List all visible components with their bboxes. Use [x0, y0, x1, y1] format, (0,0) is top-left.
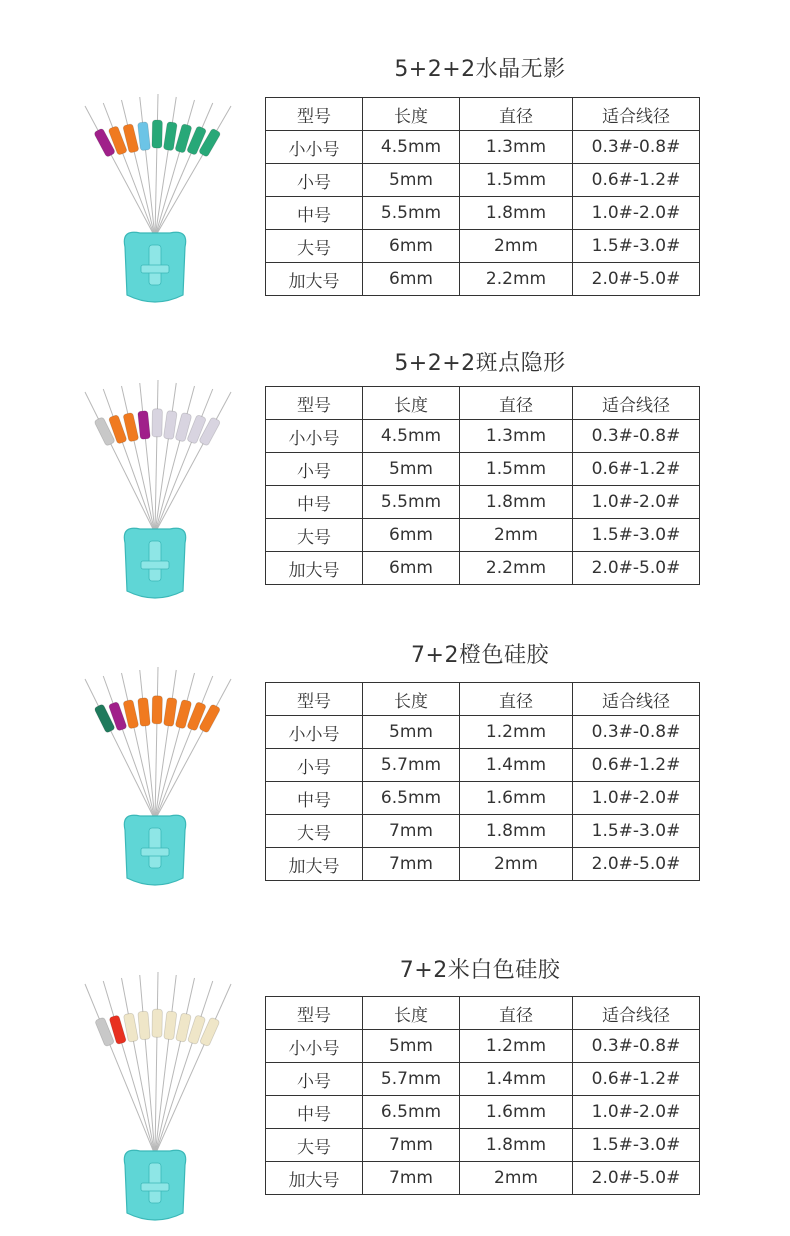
wire-line [155, 103, 213, 237]
table-cell: 0.3#-0.8# [573, 716, 700, 749]
table-cell: 加大号 [266, 848, 363, 881]
table-row [266, 749, 700, 782]
table-cell: 1.4mm [460, 1063, 573, 1096]
table-cell: 1.5mm [460, 164, 573, 197]
table-row [266, 1096, 700, 1129]
table-cell: 7mm [363, 1129, 460, 1162]
header-cell: 直径 [460, 683, 573, 716]
header-cell: 适合线径 [573, 997, 700, 1030]
table-header-row [266, 683, 700, 716]
table-row [266, 716, 700, 749]
table-cell: 2mm [460, 848, 573, 881]
table-cell: 1.6mm [460, 782, 573, 815]
wire-line [155, 667, 158, 820]
table-cell: 1.8mm [460, 486, 573, 519]
table-cell: 2.2mm [460, 552, 573, 585]
header-cell: 直径 [460, 98, 573, 131]
table-cell: 1.8mm [460, 815, 573, 848]
table-cell: 2.2mm [460, 263, 573, 296]
section-title: 7+2橙色硅胶 [411, 643, 549, 668]
wire-line [155, 97, 176, 237]
table-cell: 0.3#-0.8# [573, 1030, 700, 1063]
table-cell: 4.5mm [363, 131, 460, 164]
float-bead [152, 409, 163, 437]
wire-line [155, 670, 176, 820]
table-cell: 5.5mm [363, 486, 460, 519]
spec-table [265, 682, 700, 881]
table-cell: 小小号 [266, 716, 363, 749]
wire-line [155, 676, 213, 820]
table-row [266, 486, 700, 519]
table-row [266, 197, 700, 230]
table-cell: 5.7mm [363, 749, 460, 782]
table-cell: 0.3#-0.8# [573, 420, 700, 453]
table-row [266, 230, 700, 263]
table-cell: 1.8mm [460, 1129, 573, 1162]
table-row [266, 848, 700, 881]
bead-holder [124, 528, 185, 598]
float-bead-product-image [60, 960, 250, 1230]
table-cell: 5mm [363, 164, 460, 197]
table-cell: 1.5#-3.0# [573, 815, 700, 848]
table-cell: 0.3#-0.8# [573, 131, 700, 164]
float-bead [138, 122, 151, 151]
table-cell: 1.5#-3.0# [573, 230, 700, 263]
table-header-row [266, 387, 700, 420]
table-cell: 0.6#-1.2# [573, 453, 700, 486]
table-cell: 1.0#-2.0# [573, 486, 700, 519]
table-cell: 1.3mm [460, 420, 573, 453]
table-cell: 2.0#-5.0# [573, 1162, 700, 1195]
table-cell: 0.6#-1.2# [573, 749, 700, 782]
header-cell: 长度 [363, 997, 460, 1030]
float-bead [152, 696, 163, 724]
table-row [266, 1162, 700, 1195]
table-cell: 6mm [363, 519, 460, 552]
wire-line [155, 981, 213, 1155]
wire-line [155, 392, 231, 533]
table-row [266, 782, 700, 815]
header-cell: 直径 [460, 387, 573, 420]
table-cell: 加大号 [266, 552, 363, 585]
wire-line [122, 978, 156, 1155]
bead-holder [124, 815, 185, 885]
table-cell: 2.0#-5.0# [573, 552, 700, 585]
table-cell: 1.5#-3.0# [573, 519, 700, 552]
table-row [266, 1030, 700, 1063]
header-cell: 适合线径 [573, 98, 700, 131]
table-cell: 小号 [266, 164, 363, 197]
table-cell: 0.6#-1.2# [573, 164, 700, 197]
float-bead [138, 1011, 150, 1040]
float-bead [152, 120, 163, 148]
table-cell: 7mm [363, 1162, 460, 1195]
wire-line [155, 94, 158, 237]
table-cell: 6mm [363, 263, 460, 296]
bead-holder [124, 1150, 185, 1220]
table-cell: 2mm [460, 230, 573, 263]
header-cell: 型号 [266, 997, 363, 1030]
float-bead [163, 122, 177, 151]
table-row [266, 1129, 700, 1162]
header-cell: 长度 [363, 98, 460, 131]
table-cell: 7mm [363, 848, 460, 881]
table-cell: 1.0#-2.0# [573, 782, 700, 815]
wire-line [155, 106, 231, 237]
wire-line [155, 978, 195, 1155]
table-row [266, 453, 700, 486]
wire-line [122, 673, 156, 820]
table-cell: 5mm [363, 716, 460, 749]
table-cell: 加大号 [266, 1162, 363, 1195]
table-cell: 中号 [266, 197, 363, 230]
table-cell: 加大号 [266, 263, 363, 296]
wire-line [85, 984, 155, 1155]
table-cell: 小小号 [266, 131, 363, 164]
wire-line [155, 975, 176, 1155]
table-cell: 6mm [363, 230, 460, 263]
table-cell: 6mm [363, 552, 460, 585]
float-bead-product-image [60, 655, 250, 895]
table-cell: 1.0#-2.0# [573, 1096, 700, 1129]
section-title: 5+2+2水晶无影 [394, 57, 566, 82]
table-row [266, 164, 700, 197]
table-cell: 1.8mm [460, 197, 573, 230]
table-cell: 小小号 [266, 420, 363, 453]
header-cell: 型号 [266, 98, 363, 131]
wire-line [155, 673, 195, 820]
spec-table [265, 996, 700, 1195]
float-bead [163, 410, 177, 439]
table-row [266, 519, 700, 552]
wire-line [155, 679, 231, 820]
header-cell: 型号 [266, 683, 363, 716]
table-cell: 2mm [460, 519, 573, 552]
table-cell: 小号 [266, 453, 363, 486]
header-cell: 型号 [266, 387, 363, 420]
table-cell: 1.4mm [460, 749, 573, 782]
table-row [266, 1063, 700, 1096]
table-cell: 6.5mm [363, 782, 460, 815]
header-cell: 适合线径 [573, 387, 700, 420]
table-cell: 大号 [266, 815, 363, 848]
wire-line [155, 383, 176, 533]
table-cell: 5.7mm [363, 1063, 460, 1096]
wire-line [155, 389, 213, 533]
wire-line [155, 386, 195, 533]
table-cell: 2.0#-5.0# [573, 263, 700, 296]
table-cell: 1.3mm [460, 131, 573, 164]
table-cell: 5mm [363, 453, 460, 486]
table-cell: 小号 [266, 1063, 363, 1096]
table-cell: 1.5mm [460, 453, 573, 486]
table-cell: 大号 [266, 230, 363, 263]
float-bead [163, 697, 177, 726]
table-cell: 中号 [266, 486, 363, 519]
spec-table [265, 97, 700, 296]
table-cell: 中号 [266, 782, 363, 815]
float-bead-product-image [60, 82, 250, 312]
table-cell: 2.0#-5.0# [573, 848, 700, 881]
table-row [266, 815, 700, 848]
table-cell: 1.2mm [460, 1030, 573, 1063]
table-cell: 1.2mm [460, 716, 573, 749]
table-cell: 5mm [363, 1030, 460, 1063]
wire-line [122, 386, 156, 533]
float-bead-product-image [60, 368, 250, 608]
table-cell: 1.0#-2.0# [573, 197, 700, 230]
header-cell: 适合线径 [573, 683, 700, 716]
table-cell: 2mm [460, 1162, 573, 1195]
table-header-row [266, 997, 700, 1030]
table-cell: 大号 [266, 1129, 363, 1162]
wire-line [155, 984, 231, 1155]
section-title: 5+2+2斑点隐形 [394, 351, 566, 376]
table-cell: 6.5mm [363, 1096, 460, 1129]
wire-line [155, 972, 158, 1155]
table-row [266, 131, 700, 164]
table-cell: 4.5mm [363, 420, 460, 453]
table-header-row [266, 98, 700, 131]
table-cell: 1.5#-3.0# [573, 1129, 700, 1162]
table-cell: 中号 [266, 1096, 363, 1129]
table-cell: 5.5mm [363, 197, 460, 230]
float-bead [138, 411, 151, 440]
table-cell: 1.6mm [460, 1096, 573, 1129]
table-cell: 大号 [266, 519, 363, 552]
table-row [266, 263, 700, 296]
wire-line [122, 100, 156, 237]
header-cell: 长度 [363, 387, 460, 420]
table-cell: 小号 [266, 749, 363, 782]
section-title: 7+2米白色硅胶 [399, 958, 561, 983]
table-cell: 0.6#-1.2# [573, 1063, 700, 1096]
float-bead [164, 1011, 177, 1040]
wire-line [155, 380, 158, 533]
spec-table [265, 386, 700, 585]
table-cell: 小小号 [266, 1030, 363, 1063]
float-bead [138, 698, 151, 727]
float-bead [152, 1009, 162, 1037]
bead-holder [124, 232, 185, 302]
header-cell: 直径 [460, 997, 573, 1030]
table-row [266, 420, 700, 453]
table-cell: 7mm [363, 815, 460, 848]
table-row [266, 552, 700, 585]
header-cell: 长度 [363, 683, 460, 716]
